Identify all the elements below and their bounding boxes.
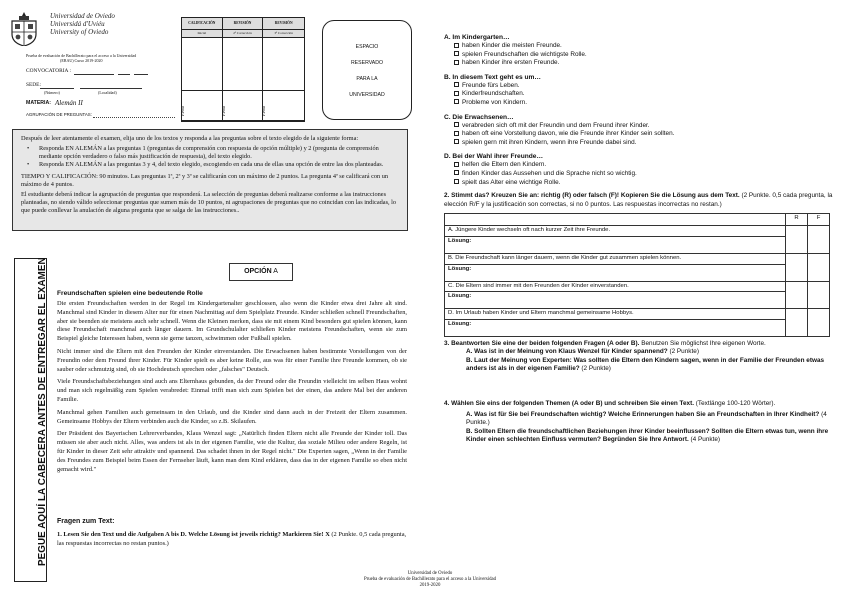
question-2-points: (2 Punkte. 0,5 cada pregunta, la elección R/F y la justificación son correctas, si no 0 puntos. Las respuestas incorrectas no restan.) — [444, 192, 833, 208]
grade-cell-2[interactable] — [223, 38, 264, 91]
mc-option[interactable] — [444, 139, 836, 148]
reserved-space-box — [322, 20, 412, 120]
page-footer — [330, 571, 530, 589]
article-paragraph: Der Präsident des Bayerischen Lehrerverbandes, Klaus Wenzel sagt: „Natürlich finden Eltern nicht alle Freunde der Kinder toll. Das müssen sie aber auch nicht. Alles, was anders ist als in der eigenen Familie, wie die Kultur, das soziale Milieu oder andere Regeln, ist für Kinder in dieser Zeit sehr attraktiv und spannend. Das schadet ihnen in der Regel nicht." Die Experten sagen, „Wenn in der Familie des Freundes zum Beispiel beim Essen der Fernseher läuft, kann man dem Kind erklären, dass das in der eigenen Familie so eben nicht gemacht wird." — [57, 430, 407, 473]
calif-header-3: REVISIÓN — [263, 18, 304, 30]
tf-statement: D. Im Urlaub haben Kinder und Eltern manchmal gemeinsame Hobbys. — [445, 309, 786, 320]
option-prefix: OPCIÓN — [244, 268, 272, 275]
true-false-table — [444, 213, 830, 336]
option-box — [229, 263, 293, 281]
question-2 — [444, 192, 836, 209]
mc-option[interactable] — [444, 179, 836, 188]
university-name-ast: Universidá d'Uviéu — [50, 20, 105, 28]
question-3b — [444, 357, 836, 374]
question-4a — [444, 411, 836, 428]
question-4b-text: B. Sollten Eltern die freundschaftlichen Beziehungen ihrer Kinder beeinflussen? Sollten die Eltern etwas tun, wenn ihre Kinder einen schlechten Einfluss vermuten? Begründen Sie Ihre Antwort. — [466, 427, 829, 444]
question-1-points: (2 Punkte. 0,5 cada pregunta, las respuestas incorrectas no restan puntos.) — [57, 531, 407, 547]
checkbox-icon[interactable] — [454, 91, 459, 96]
mc-option[interactable] — [444, 161, 836, 170]
tf-statement: C. Die Eltern sind immer mit den Freunden der Kinder einverstanden. — [445, 281, 786, 292]
mc-option[interactable] — [444, 42, 836, 51]
fragen-section — [57, 517, 407, 548]
mc-option[interactable] — [444, 99, 836, 108]
grade-cell-1[interactable] — [182, 38, 223, 91]
convocatoria-field-1[interactable] — [74, 74, 114, 75]
calif-header-2: REVISIÓN — [223, 18, 264, 30]
question-4-text: 4. Wählen Sie eins der folgenden Themen (A oder B) und schreiben Sie einen Text. — [444, 400, 694, 408]
question-3a — [444, 348, 836, 357]
tf-loesung[interactable]: Lösung: — [445, 292, 786, 309]
sede-sub-number: (Número) — [44, 90, 60, 95]
mc-question-b — [444, 73, 836, 108]
mc-question-c — [444, 113, 836, 148]
tf-f-cell[interactable] — [808, 281, 830, 309]
instructions-bullet: • Responda EN ALEMÁN a las preguntas 3 y 4, del texto elegido, escogiendo en cada una de ellas una opción de entre las dos planteadas. — [27, 161, 399, 169]
question-3-note: Benutzen Sie möglichst Ihre eigenen Worte. — [639, 339, 766, 347]
firma-label: Firma — [261, 106, 267, 116]
grading-table — [181, 17, 305, 122]
article-paragraph: Nicht immer sind die Eltern mit den Freunden der Kinder einverstanden. Die Erwachsenen haben bestimmte Vorstellungen von der Freundin oder dem Freund ihrer Kinder. Für Kinder spielt es aber keine Rolle, aus was für einer Familie ihre Freunde kommen, ob sie sauber oder schmutzig sind, ob sie Hochdeutsch sprechen oder „falsches" Deutsch. — [57, 347, 407, 373]
calif-sub-2: 2ª Corrección — [223, 30, 264, 38]
mc-option-text: Kinderfreundschaften. — [462, 90, 525, 98]
tf-r-cell[interactable] — [786, 253, 808, 281]
mc-option-text: finden Kinder das Aussehen und die Sprache nicht so wichtig. — [462, 169, 637, 177]
mc-option-text: Probleme von Kindern. — [462, 98, 528, 106]
firma-label: Firma — [180, 106, 185, 116]
checkbox-icon[interactable] — [454, 139, 459, 144]
signature-cell-3[interactable] — [263, 91, 304, 121]
question-3b-points: (2 Punkte) — [579, 365, 611, 373]
sede-sub-locality: (Localidad) — [98, 90, 117, 95]
question-1-text: 1. Lesen Sie den Text und die Aufgaben A bis D. Welche Lösung ist jeweils richtig? Markieren Sie! X — [57, 531, 330, 538]
tf-loesung[interactable]: Lösung: — [445, 319, 786, 336]
question-4 — [444, 400, 836, 409]
question-1 — [57, 531, 407, 548]
mc-option[interactable] — [444, 82, 836, 91]
checkbox-icon[interactable] — [454, 60, 459, 65]
question-4a-text: A. Was ist für Sie bei Freundschaften wichtig? Welche Erinnerungen haben Sie an Freundschaften in Ihrer Kindheit? — [466, 410, 820, 418]
instructions-intro: Después de leer atentamente el examen, elija uno de los textos y responda a las preguntas sobre el texto elegido de la siguiente forma: — [21, 135, 359, 142]
mc-question-a — [444, 33, 836, 68]
tf-statement: A. Jüngere Kinder wechseln oft nach kurzer Zeit ihre Freunde. — [445, 226, 786, 237]
checkbox-icon[interactable] — [454, 82, 459, 87]
question-2-text: 2. Stimmt das? Kreuzen Sie an: richtig (R) oder falsch (F)! Kopieren Sie die Lösung aus dem Text. — [444, 192, 740, 200]
checkbox-icon[interactable] — [454, 51, 459, 56]
sede-label: SEDE: — [26, 82, 41, 88]
mc-question-title: D. Bei der Wahl ihrer Freunde… — [444, 153, 544, 161]
footer-line: Prueba de evaluación de Bachillerato para el acceso a la Universidad — [363, 577, 497, 582]
question-4b — [444, 428, 836, 445]
instructions-box — [12, 129, 408, 231]
mc-question-title: C. Die Erwachsenen… — [444, 113, 514, 121]
calif-sub-3: 3ª Corrección — [263, 30, 304, 38]
mc-option[interactable] — [444, 122, 836, 131]
prueba-line: Prueba de evaluación de Bachillerato para el acceso a la Universidad — [26, 53, 137, 58]
tf-r-cell[interactable] — [786, 226, 808, 254]
article-paragraph: Viele Freundschaftsbeziehungen sind auch ans Elternhaus gebunden, da der Freund oder die Freundin vielleicht im selben Haus wohnt und man sich regelmäßig zum Spielen verabredet: Einmal trifft man sich zum Spielen bei der einen, das andere Mal bei der anderen Familie. — [57, 378, 407, 403]
sede-number-field[interactable] — [40, 88, 74, 89]
university-name-es: Universidad de Oviedo — [50, 12, 115, 20]
instructions-tiempo: TIEMPO Y CALIFICACIÓN: 90 minutos. Las preguntas 1ª, 2ª y 3ª se calificarán con un máximo de 2 puntos. La pregunta 4ª se calificará con un máximo de 4 puntos. — [21, 173, 389, 188]
sede-locality-field[interactable] — [80, 88, 142, 89]
tf-r-cell[interactable] — [786, 309, 808, 337]
question-3a-points: (2 Punkte) — [667, 348, 699, 356]
article — [57, 289, 407, 478]
mc-option-text: haben Kinder die meisten Freunde. — [462, 42, 562, 49]
espacio-line: RESERVADO — [350, 60, 384, 66]
grade-cell-3[interactable] — [263, 38, 304, 91]
tf-r-cell[interactable] — [786, 281, 808, 309]
mc-option-text: spielen Freundschaften die wichtigste Rolle. — [462, 50, 587, 58]
footer-line: 2019-2020 — [419, 583, 441, 588]
checkbox-icon[interactable] — [454, 179, 459, 184]
tf-f-cell[interactable] — [808, 253, 830, 281]
article-title: Freundschaften spielen eine bedeutende Rolle — [57, 290, 203, 297]
mc-option-text: helfen die Eltern den Kindern. — [462, 161, 547, 169]
fragen-title: Fragen zum Text: — [57, 518, 115, 525]
convocatoria-field-2[interactable] — [118, 74, 130, 75]
checkbox-icon[interactable] — [454, 131, 459, 136]
mc-option[interactable] — [444, 130, 836, 139]
mc-option[interactable] — [444, 51, 836, 60]
question-3a-text: A. Was ist in der Meinung von Klaus Wenzel für Kinder spannend? — [466, 348, 668, 356]
instructions-agrupacion: El estudiante deberá indicar la agrupación de preguntas que responderá. La selección de preguntas deberá realizarse conforme a las instrucciones planteadas, no siendo válido seleccionar preguntas que sumen más de 10 puntos, ni agrupaciones de preguntas que no coincidan con las indicadas, lo que puede conllevar la anulación de alguna pregunta que se salga de las instrucciones.. — [21, 191, 397, 214]
question-3 — [444, 340, 836, 349]
agrupacion-label: AGRUPACIÓN DE PREGUNTAS: — [26, 112, 92, 117]
espacio-line: UNIVERSIDAD — [349, 92, 385, 98]
university-name-en: University of Oviedo — [50, 28, 109, 36]
mc-question-d — [444, 152, 836, 187]
mc-option-text: verabreden sich oft mit der Freundin und dem Freund ihrer Kinder. — [462, 121, 650, 129]
ebau-line: (EBAU) Curso 2019-2020 — [60, 58, 103, 63]
mc-question-title: A. Im Kindergarten… — [444, 34, 510, 41]
question-4b-points: (4 Punkte) — [688, 436, 721, 444]
convocatoria-label: CONVOCATORIA : — [26, 68, 71, 74]
tf-header-r: R — [786, 214, 808, 226]
question-3-text: 3. Beantworten Sie eine der beiden folgenden Fragen (A oder B). — [444, 339, 640, 347]
option-letter: A — [273, 268, 278, 275]
question-4a-points: (4 Punkte.) — [466, 410, 827, 427]
article-paragraph: Manchmal gehen Familien auch gemeinsam in den Urlaub, und die Kinder sind dann auch in der Freizeit der Eltern zusammen. Gemeinsame Hobbys der Eltern verbinden auch die Kinder, so z.B. Skilaufen. — [57, 408, 407, 425]
calif-sub-1: Inicial — [182, 30, 223, 38]
checkbox-icon[interactable] — [454, 43, 459, 48]
mc-option-text: haben oft eine Vorstellung davon, wie die Freunde ihrer Kinder sein sollten. — [462, 130, 675, 138]
firma-label: Firma — [220, 106, 226, 116]
mc-option-text: spielen gern mit ihren Kindern, wenn ihre Freunde dabei sind. — [462, 138, 637, 146]
tf-f-cell[interactable] — [808, 309, 830, 337]
mc-option-text: haben Kinder ihre ersten Freunde. — [462, 59, 560, 67]
mc-option-text: Freunde fürs Leben. — [462, 81, 520, 89]
mc-option[interactable] — [444, 90, 836, 99]
tf-statement: B. Die Freundschaft kann länger dauern, wenn die Kinder gut zusammen spielen können. — [445, 253, 786, 264]
tf-loesung[interactable]: Lösung: — [445, 236, 786, 253]
checkbox-icon[interactable] — [454, 122, 459, 127]
materia-label: MATERIA: — [26, 100, 51, 106]
checkbox-icon[interactable] — [454, 162, 459, 167]
question-3b-text: B. Laut der Meinung von Experten: Was sollten die Eltern den Kindern sagen, wenn in der Familie der Freunden etwas anders ist als in der eigenen Familie? — [466, 356, 825, 373]
tf-f-cell[interactable] — [808, 226, 830, 254]
footer-line: Universidad de Oviedo — [407, 571, 453, 576]
tf-header-blank — [445, 214, 786, 226]
questions-column — [444, 33, 836, 445]
mc-option[interactable] — [444, 170, 836, 179]
tf-loesung[interactable]: Lösung: — [445, 264, 786, 281]
mc-question-title: B. In diesem Text geht es um… — [444, 73, 541, 81]
tf-header-f: F — [808, 214, 830, 226]
checkbox-icon[interactable] — [454, 170, 459, 175]
espacio-line: ESPACIO — [355, 44, 379, 50]
question-4-note: (Textlänge 100-120 Wörter). — [694, 400, 776, 408]
signature-cell-1[interactable] — [182, 91, 223, 121]
calif-header-1: CALIFICACIÓN — [182, 18, 223, 30]
university-crest-icon — [10, 12, 38, 46]
side-label: PEGUE AQUÍ LA CABECERA ANTES DE ENTREGAR EL EXAMEN — [37, 257, 48, 566]
side-label-box — [14, 258, 47, 582]
signature-cell-2[interactable] — [220, 91, 267, 121]
mc-option[interactable] — [444, 59, 836, 68]
mc-option-text: spielt das Alter eine wichtige Rolle. — [462, 178, 561, 186]
materia-value: Alemán II — [55, 99, 83, 107]
article-paragraph: Die ersten Freundschaften werden in der Regel im Kindergartenalter geschlossen, also wenn die Kinder etwa drei Jahre alt sind. Manchmal sind Kinder in diesem Alter nur für einen Nachmittag auf dem Spielplatz Freunde. Kinder schließen schnell Freundschaften, aber sie beenden sie meistens auch sehr schnell. Wenn die Kleinen merken, dass sie mit einem Kind besonders gut spielen können, kann diese Freundschaft manchmal auch länger dauern. Im Grundschulalter schließen Kinder meistens Freundschaften, wenn sie zum Beispiel gleiche Interessen haben, wenn sie gerne tanzen, schwimmen oder Fußball spielen. — [57, 300, 407, 343]
checkbox-icon[interactable] — [454, 99, 459, 104]
espacio-line: PARA LA — [356, 76, 378, 82]
instructions-bullet: • Responda EN ALEMÁN a las preguntas 1 (preguntas de comprensión con respuesta de opción múltiple) y 2 (pregunta de comprensión mediante opción verdadero o falso más justificación de respuesta), del texto elegido. — [27, 145, 399, 161]
convocatoria-field-3[interactable] — [134, 74, 148, 75]
agrupacion-field[interactable] — [93, 117, 175, 118]
